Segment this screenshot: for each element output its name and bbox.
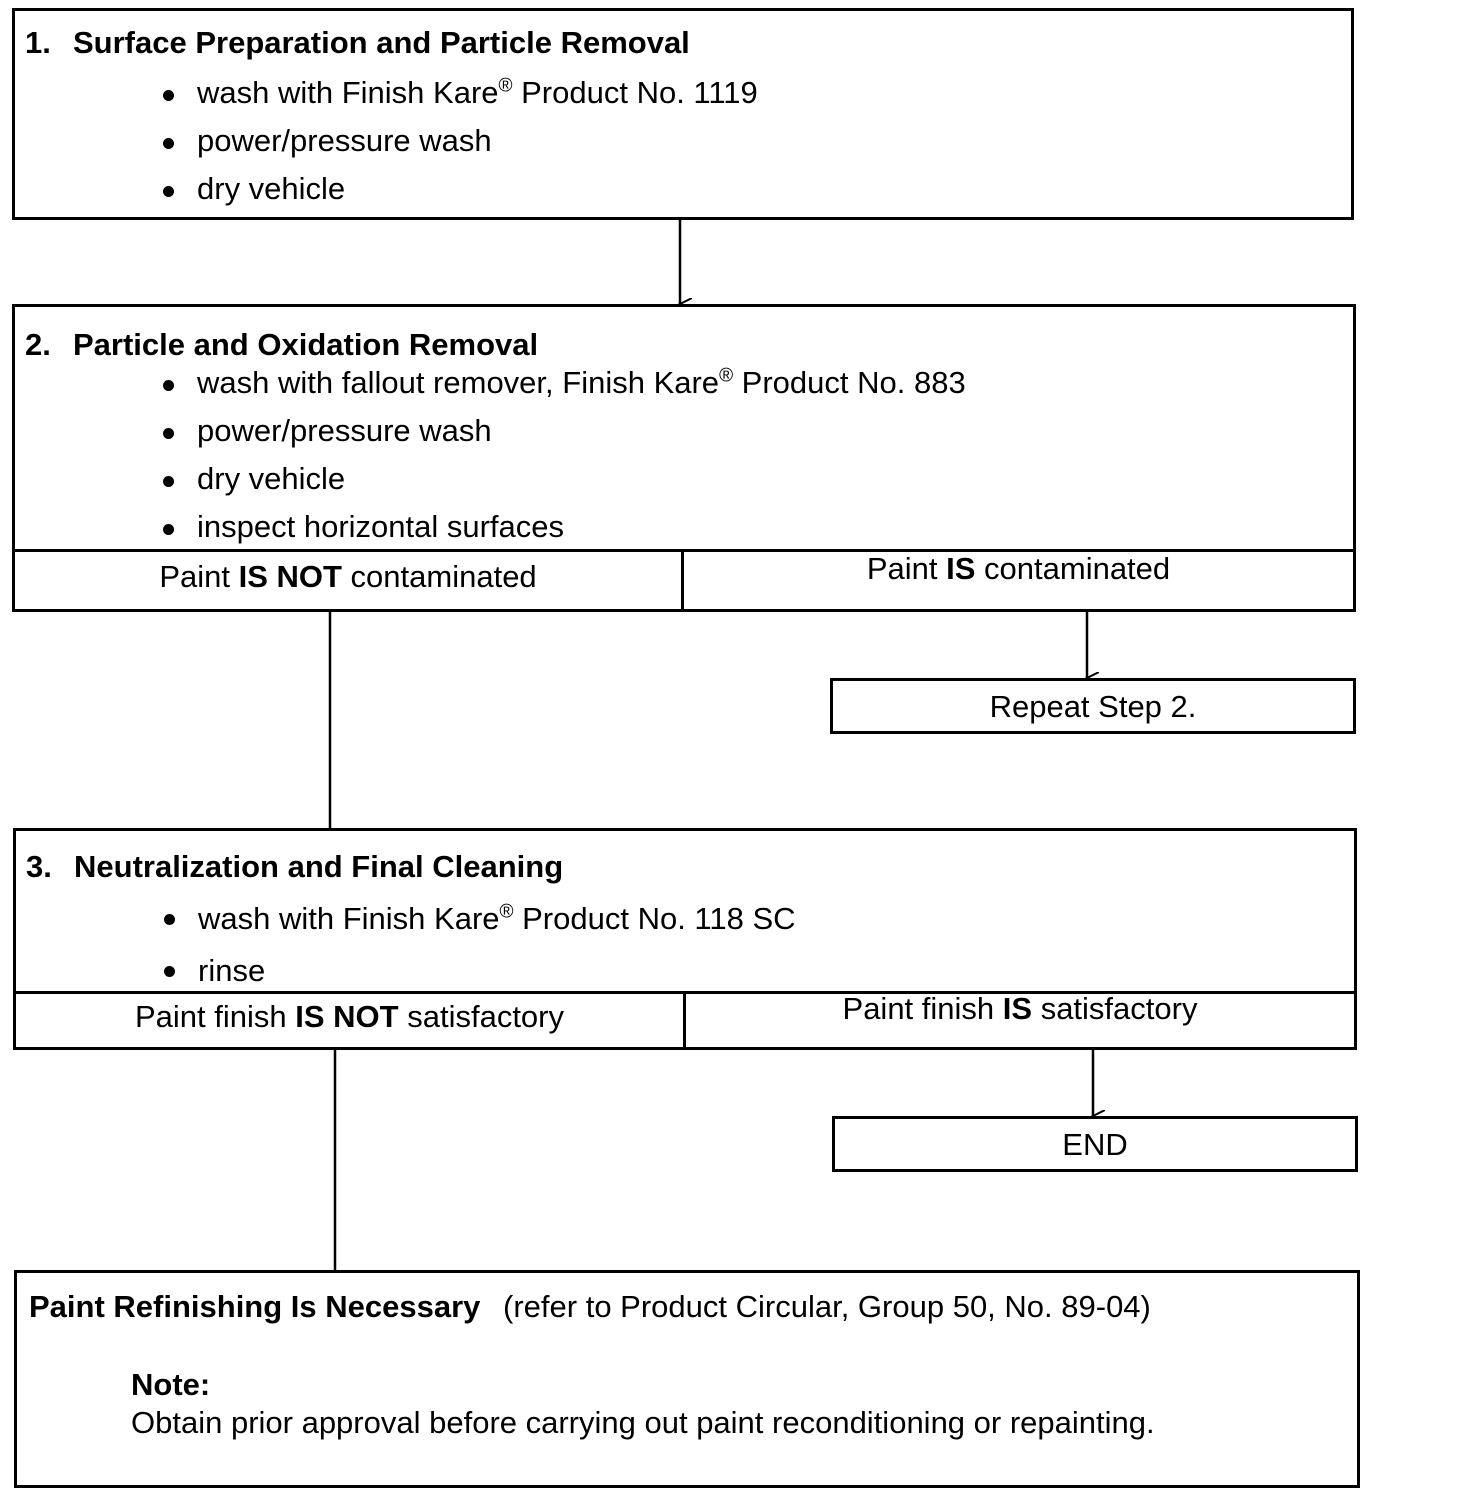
step3-title-text: Neutralization and Final Cleaning <box>74 849 564 884</box>
step1-list <box>163 69 758 213</box>
list-item: dry vehicle <box>163 455 966 503</box>
step2-branch-contaminated: Paint IS contaminated <box>866 551 1171 586</box>
step3-list <box>164 893 796 997</box>
end-box <box>832 1116 1358 1172</box>
refinish-title-row <box>29 1289 1151 1325</box>
step1-title <box>25 25 690 61</box>
list-item: wash with Finish Kare® Product No. 118 SC <box>164 893 796 945</box>
list-item: power/pressure wash <box>163 407 966 455</box>
step3-number: 3. <box>26 849 52 884</box>
step2-title-text: Particle and Oxidation Removal <box>73 327 539 362</box>
note-text: Obtain prior approval before carrying out paint reconditioning or repainting. <box>131 1405 1155 1440</box>
list-item: wash with Finish Kare® Product No. 1119 <box>163 69 758 117</box>
step2-list <box>163 359 966 551</box>
step2-title <box>25 327 538 363</box>
refinish-title: Paint Refinishing Is Necessary <box>29 1289 481 1324</box>
step2-branch-not-contaminated: Paint IS NOT contaminated <box>159 559 537 594</box>
step3-branch-satisfactory: Paint finish IS satisfactory <box>842 991 1198 1026</box>
step1-number: 1. <box>25 25 51 60</box>
repeat-step2-label: Repeat Step 2. <box>989 689 1197 724</box>
list-item: dry vehicle <box>163 165 758 213</box>
step3-branch-not-satisfactory: Paint finish IS NOT satisfactory <box>135 999 564 1034</box>
refinish-box <box>14 1270 1360 1488</box>
refinish-reference: (refer to Product Circular, Group 50, No. 89-04) <box>503 1289 1151 1324</box>
step1-box <box>12 8 1354 220</box>
step1-title-text: Surface Preparation and Particle Removal <box>73 25 690 60</box>
step3-box <box>13 828 1357 1050</box>
step3-title <box>26 849 563 885</box>
step2-box <box>12 304 1356 612</box>
step2-number: 2. <box>25 327 51 362</box>
repeat-step2-box <box>830 678 1356 734</box>
list-item: wash with fallout remover, Finish Kare® Product No. 883 <box>163 359 966 407</box>
list-item: power/pressure wash <box>163 117 758 165</box>
note-label: Note: <box>131 1367 211 1402</box>
list-item: inspect horizontal surfaces <box>163 503 966 551</box>
list-item: rinse <box>164 945 796 997</box>
end-label: END <box>1062 1127 1128 1162</box>
